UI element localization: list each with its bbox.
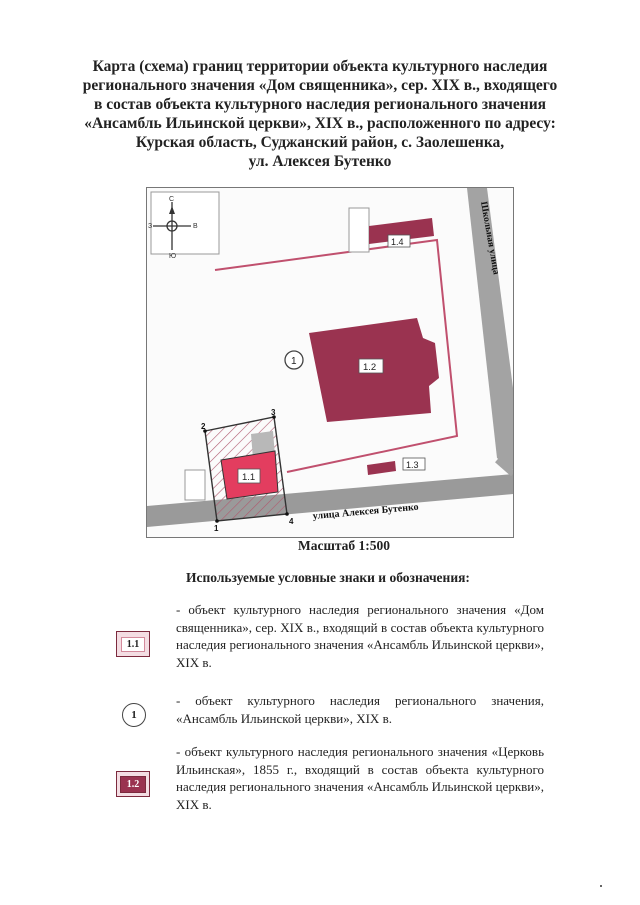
label-1-4: 1.4 xyxy=(391,237,404,247)
legend-text-1-1: - объект культурного наследия регионального значения «Дом священника», сер. XIX в., входящий в состав объекта культурного наследия регионального значения «Ансамбль Ильинской церкви», XIX в. xyxy=(176,602,544,670)
street-label-butenko: улица Алексея Бутенко xyxy=(312,501,420,522)
point-label-3: 3 xyxy=(271,408,276,417)
title-line: регионального значения «Дом священника», сер. XIX в., входящего xyxy=(82,77,558,94)
corner-point-1 xyxy=(215,519,219,523)
point-label-2: 2 xyxy=(201,422,206,431)
title-line: ул. Алексея Бутенко xyxy=(248,153,392,170)
legend-code-1-1: 1.1 xyxy=(121,637,146,652)
legend-title: Используемые условные знаки и обозначения: xyxy=(186,570,470,585)
compass-east-label: В xyxy=(193,223,198,230)
label-1-3: 1.3 xyxy=(406,460,419,470)
title-line: «Ансамбль Ильинской церкви», XIX в., расположенного по адресу: xyxy=(84,115,556,132)
label-1-1: 1.1 xyxy=(242,472,256,483)
page-speck xyxy=(600,885,602,887)
point-label-4: 4 xyxy=(289,517,294,526)
document-title xyxy=(70,57,570,171)
label-1-2: 1.2 xyxy=(363,362,377,373)
legend-swatch-1-1 xyxy=(116,631,150,657)
legend-text-1: - объект культурного наследия регионального значения, «Ансамбль Ильинской церкви», XIX в. xyxy=(176,693,544,726)
building-1-3 xyxy=(367,461,396,475)
corner-point-4 xyxy=(285,512,289,516)
street-label-shkolnaya: Школьная улица xyxy=(478,200,501,276)
title-line: Курская область, Суджанский район, с. Заолешенка, xyxy=(135,134,505,151)
title-line: Карта (схема) границ территории объекта культурного наследия xyxy=(92,58,548,75)
legend-code-1-2: 1.2 xyxy=(120,776,147,793)
legend-swatch-1-2 xyxy=(116,771,150,797)
outbuilding-white xyxy=(349,208,369,252)
compass-south-label: Ю xyxy=(169,253,177,260)
map-scale: Масштаб 1:500 xyxy=(297,538,391,553)
compass-box xyxy=(151,192,219,254)
compass-west-label: З xyxy=(148,223,153,230)
compass-north-label: С xyxy=(169,196,175,203)
outbuilding-white-2 xyxy=(185,470,205,500)
territory-map xyxy=(146,187,514,538)
legend-text-1-2: - объект культурного наследия регионального значения «Церковь Ильинская», 1855 г., входящий в состав объекта культурного наследия регионального значения «Ансамбль Ильинской церкви», XIX в. xyxy=(176,744,544,812)
zone-label-1: 1 xyxy=(291,356,297,367)
point-label-1: 1 xyxy=(214,524,219,533)
title-line: в состав объекта культурного наследия регионального значения xyxy=(93,96,547,113)
legend-marker-1: 1 xyxy=(122,703,146,727)
map-drawing xyxy=(147,188,513,537)
